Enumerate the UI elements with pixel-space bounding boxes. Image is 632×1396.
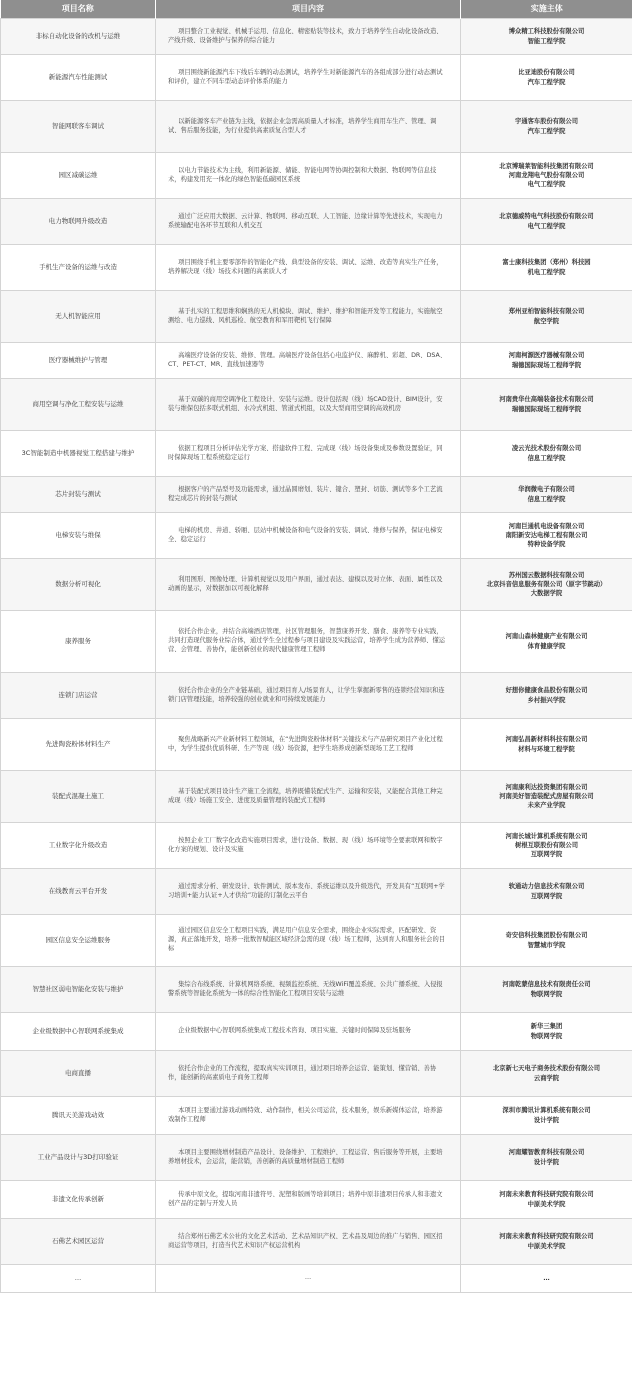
project-name-cell: 园区信息安全运维服务 <box>1 915 156 967</box>
table-row <box>1 869 632 915</box>
project-name-cell: 在线教育云平台开发 <box>1 869 156 915</box>
project-content-cell: 以电力节能技术为主线，利用新能源、储能、智能电网等协调控制和大数据、物联网等信息技术，构建发用充一体化的绿色智能低碳园区系统 <box>156 153 461 199</box>
implementer-line: 河南龙翔电气股份有限公司 <box>508 171 585 179</box>
implementer-line: 汽车工程学院 <box>527 78 566 86</box>
implementer-line: 航空学院 <box>533 317 560 325</box>
project-name-cell: 数据分析可视化 <box>1 559 156 611</box>
implementer-line: 瑞德国际现场工程师学院 <box>511 361 582 369</box>
table-row <box>1 823 632 869</box>
project-content-cell: 项目围绕手机主要零部件的智能化产线、典型设备的安装、调试、运维、改造等真实生产任务，培养解决现（线）场技术问题的高素质人才 <box>156 245 461 291</box>
project-content-cell: 依托合作企业，并结合高端酒店管理，社区管理服务，智慧康养开发、膳食、康养等专业实践，共同打造现代服务业综合体，通过学生全过程参与项目建设及实践运营，培养学生成为营养师、懂运营、会管理、善协作，能创新创业的现代健康管理工程师 <box>156 611 461 673</box>
implementer-line: 河南巨通机电设备有限公司 <box>508 522 585 530</box>
implementer-line: 河南未来教育科技研究院有限公司 <box>499 1233 594 1241</box>
implementer-line: 河南美好智造装配式房屋有限公司 <box>499 792 594 800</box>
project-name-cell: 3C智能制造中机器视觉工程搭建与维护 <box>1 431 156 477</box>
implementer-line: … <box>543 1274 550 1282</box>
implementer-line: 大数据学院 <box>530 590 563 598</box>
project-name-cell: 先进陶瓷粉体材料生产 <box>1 719 156 771</box>
project-content-cell: 集综合布线系统、计算机网络系统、视频监控系统、无线WiFi覆盖系统、公共广播系统、入侵报警系统等智能化系统为一体的综合性智能化工程项目安装与运维 <box>156 967 461 1013</box>
table-row <box>1 153 632 199</box>
table-row <box>1 1051 632 1097</box>
project-name-cell: 工业数字化升级改造 <box>1 823 156 869</box>
implementer-cell <box>461 559 632 611</box>
table-row <box>1 559 632 611</box>
implementer-cell <box>461 153 632 199</box>
implementer-line: 互联网学院 <box>530 892 563 900</box>
implementer-line: 奇安信科技集团股份有限公司 <box>505 932 588 940</box>
implementer-line: 凌云光技术股份有限公司 <box>511 445 582 453</box>
table-row <box>1 771 632 823</box>
implementer-line: 深圳市腾讯计算机系统有限公司 <box>502 1107 591 1115</box>
project-name-cell: 装配式混凝土施工 <box>1 771 156 823</box>
project-name-cell: 芯片封装与测试 <box>1 477 156 513</box>
project-name-cell: 石佛艺术园区运营 <box>1 1219 156 1265</box>
table-row <box>1 1013 632 1051</box>
project-name-cell: 园区减碳运维 <box>1 153 156 199</box>
implementer-line: 河南未来教育科技研究院有限公司 <box>499 1191 594 1199</box>
table-row <box>1 431 632 477</box>
table-row <box>1 291 632 343</box>
table-row <box>1 55 632 101</box>
implementer-line: 河南山森林健康产业有限公司 <box>505 633 588 641</box>
implementer-line: 中原美术学院 <box>527 1242 566 1250</box>
project-name-cell: 康养服务 <box>1 611 156 673</box>
project-name-cell: 医疗器械维护与管理 <box>1 343 156 379</box>
project-name-cell: 电梯安装与维保 <box>1 513 156 559</box>
project-content-cell: 本项目主要围绕增材制造产品设计、设备维护、工程维护、工程运营、售后服务等开展，主要培养增材技术，会运营，能营销，善创新的高质量增材制造工程师 <box>156 1135 461 1181</box>
implementer-line: 电气工程学院 <box>527 181 566 189</box>
table-row <box>1 1135 632 1181</box>
project-name-cell: 新能源汽车性能测试 <box>1 55 156 101</box>
implementer-cell <box>461 823 632 869</box>
project-content-cell: 通过园区信息安全工程项目实践，满足用户信息安全需求，围绕企业实际需求，匹配研发、资源，真正落地开发，培养一批数智赋能区域经济急需的现（线）场工程师，达到育人和服务社会的目标 <box>156 915 461 967</box>
implementer-cell <box>461 513 632 559</box>
table-row <box>1 611 632 673</box>
project-content-cell: 利用图形、图像处理、计算机视觉以及用户界面，通过表达、建模以及对立体、表面、属性以及动画的显示，对数据加以可视化解释 <box>156 559 461 611</box>
project-name-cell: 电力物联网升级改造 <box>1 199 156 245</box>
project-name-cell: 非遗文化传承创新 <box>1 1181 156 1219</box>
implementer-line: 信息工程学院 <box>527 495 566 503</box>
implementer-line: 软通动力信息技术有限公司 <box>508 883 585 891</box>
implementer-cell <box>461 1265 632 1293</box>
table-row <box>1 343 632 379</box>
table-row <box>1 967 632 1013</box>
project-content-cell: 依据工程项目分析评估光学方案、搭建软件工程、完成现（线）场设备集成及参数设置验证，同时保障现场工程系统稳定运行 <box>156 431 461 477</box>
implementer-line: 河南柯源医疗器械有限公司 <box>508 352 585 360</box>
table-row <box>1 1097 632 1135</box>
implementer-cell <box>461 245 632 291</box>
implementer-line: 华润微电子有限公司 <box>518 486 575 494</box>
project-name-cell: 智慧社区弱电智能化安装与维护 <box>1 967 156 1013</box>
implementer-cell <box>461 1219 632 1265</box>
implementer-line: 河南贵华仕高端装备技术有限公司 <box>499 396 594 404</box>
implementer-line: 南阳新安达电梯工程有限公司 <box>505 531 588 539</box>
table-row <box>1 1219 632 1265</box>
project-content-cell: 本项目主要通过游戏动画特效、动作制作，相关公司运营，技术服务，娱乐新媒体运营，培养游戏制作工程师 <box>156 1097 461 1135</box>
implementer-cell <box>461 611 632 673</box>
project-name-cell: … <box>1 1265 156 1293</box>
project-content-cell: 高端医疗设备的安装、维修、管理。高端医疗设备包括心电监护仪、麻醉机、彩超、DR、DSA、CT、PET-CT、MR、直线加速器等 <box>156 343 461 379</box>
implementer-line: 河南乾蒙信息技术有限责任公司 <box>502 981 591 989</box>
implementer-cell <box>461 1181 632 1219</box>
implementer-cell <box>461 55 632 101</box>
implementer-line: 北京德威特电气科技股份有限公司 <box>499 213 594 221</box>
implementer-line: 设计学院 <box>533 1116 560 1124</box>
table-row <box>1 513 632 559</box>
implementer-cell <box>461 477 632 513</box>
implementer-cell <box>461 19 632 55</box>
project-content-cell: 按照企业工厂数字化改造实施项目需求，进行设备、数据、现（线）场环境等全要素联网和数字化方案的规划、设计及实施 <box>156 823 461 869</box>
project-content-cell: 根据客户的产品型号及功能需求，通过晶圆磨划、装片、键合、塑封、切筋、测试等多个工艺流程完成芯片的封装与测试 <box>156 477 461 513</box>
implementer-line: 云商学院 <box>533 1074 560 1082</box>
project-content-cell: 通过需求分析、研发设计、软件测试、版本发布、系统运维以及升级迭代，开发具有“互联网+学习培训+能力认证+人才供给”功能的订制化云平台 <box>156 869 461 915</box>
implementer-line: 物联网学院 <box>530 990 563 998</box>
table-row <box>1 101 632 153</box>
implementer-line: 乡村振兴学院 <box>527 696 566 704</box>
project-content-cell: 以新能源客车产业链为主线，依据企业急需高质量人才标准，培养学生商用车生产、管理、调试、售后服务技能，为行业提供高素质复合型人才 <box>156 101 461 153</box>
project-content-cell: 结合郑州石佛艺术公社的文化艺术活动、艺术品知识产权、艺术品及周边的推广与销售、园区招商运营等项目，打造当代艺术知识产权运营机构 <box>156 1219 461 1265</box>
implementer-line: 体育健康学院 <box>527 642 566 650</box>
implementer-cell <box>461 915 632 967</box>
implementer-line: 特种设备学院 <box>527 541 566 549</box>
table-row <box>1 1181 632 1219</box>
implementer-line: 苏州国云数据科技有限公司 <box>508 571 585 579</box>
project-name-cell: 商用空调与净化工程安装与运维 <box>1 379 156 431</box>
implementer-line: 河南耀智教育科技有限公司 <box>508 1149 585 1157</box>
implementer-cell <box>461 673 632 719</box>
implementer-line: 互联网学院 <box>530 851 563 859</box>
implementer-cell <box>461 1013 632 1051</box>
project-content-cell: 基于双碳的商用空调净化工程设计、安装与运维。设计包括现（线）场CAD设计、BIM设计，安装与维保包括多联式机组、水冷式机组、管道式机组，以及大型商用空调的高效机房 <box>156 379 461 431</box>
table-row <box>1 915 632 967</box>
implementer-line: 北京新七天电子商务技术股份有限公司 <box>492 1065 601 1073</box>
header-project-content: 项目内容 <box>156 0 461 19</box>
project-content-cell: 聚焦战略新兴产业新材料工程领域，在“先进陶瓷粉体材料”关键技术与产品研究项目产业化过程中，为学生提供优质科研、生产等现（线）场资源，把学生培养成创新型现场工艺工程师 <box>156 719 461 771</box>
project-name-cell: 智能网联客车调试 <box>1 101 156 153</box>
project-content-cell: 依托合作企业的工作流程，提取真实实训项目，通过项目培养会运营、能策划、懂营销、善协作，能创新的高素质电子商务工程师 <box>156 1051 461 1097</box>
implementer-cell <box>461 967 632 1013</box>
implementer-line: 北京抖音信息服务有限公司（原字节跳动） <box>486 580 607 588</box>
table-row <box>1 477 632 513</box>
project-content-cell: 电梯的机房、井道、轿厢、层站中机械设备和电气设备的安装、调试、维修与保养，保证电梯安全、稳定运行 <box>156 513 461 559</box>
implementer-cell <box>461 1051 632 1097</box>
project-name-cell: 电商直播 <box>1 1051 156 1097</box>
implementer-line: 河南弘昌新材料科技有限公司 <box>505 736 588 744</box>
implementer-cell <box>461 343 632 379</box>
project-name-cell: 工业产品设计与3D打印验证 <box>1 1135 156 1181</box>
project-name-cell: 腾讯天美游戏动效 <box>1 1097 156 1135</box>
project-content-cell: 企业级数据中心智联网系统集成工程技术咨询、项目实施、关键时间保障及驻场服务 <box>156 1013 461 1051</box>
table-header-row <box>1 0 632 19</box>
implementer-cell <box>461 1097 632 1135</box>
implementer-cell <box>461 771 632 823</box>
implementer-cell <box>461 199 632 245</box>
table-body <box>1 19 632 1293</box>
implementer-line: 机电工程学院 <box>527 268 566 276</box>
implementer-line: 宇通客车股份有限公司 <box>515 118 578 126</box>
implementer-line: 河南康利达投资集团有限公司 <box>505 783 588 791</box>
table-row <box>1 245 632 291</box>
table-row <box>1 1265 632 1293</box>
project-content-cell: 基于扎实的工程思维和娴熟的无人机模块、调试、维护、维护和智能开发等工程能力，实施航空测绘、电力巡线、风机巡检、航空教育和军用靶机飞行保障 <box>156 291 461 343</box>
table-row <box>1 673 632 719</box>
implementer-line: 郑州亚柏智能科技有限公司 <box>508 308 585 316</box>
table-row <box>1 379 632 431</box>
project-name-cell: 企业级数据中心智联网系统集成 <box>1 1013 156 1051</box>
project-content-cell: … <box>156 1265 461 1293</box>
implementer-cell <box>461 379 632 431</box>
implementer-cell <box>461 1135 632 1181</box>
implementer-line: 智慧城市学院 <box>527 941 566 949</box>
implementer-line: 树根互联股份有限公司 <box>515 841 578 849</box>
implementer-cell <box>461 869 632 915</box>
implementer-line: 未来产业学院 <box>527 802 566 810</box>
implementer-line: 设计学院 <box>533 1158 560 1166</box>
implementer-line: 材料与环境工程学院 <box>518 745 575 753</box>
implementer-cell <box>461 291 632 343</box>
project-content-cell: 基于装配式项目设计生产施工全流程，培养既懂装配式生产、运输和安装，又能配合其他工种完成现（线）场施工安全、进度及质量管理的装配式工程师 <box>156 771 461 823</box>
table-row <box>1 19 632 55</box>
implementer-line: 河南长城计算机系统有限公司 <box>505 832 588 840</box>
project-content-cell: 依托合作企业的全产业链基础，通过项目育人/场景育人，让学生掌握新零售的连锁经营知识和连锁门店管理技能，培养较强的创业就业和可持续发展能力 <box>156 673 461 719</box>
implementer-cell <box>461 101 632 153</box>
project-name-cell: 非标自动化设备的改机与运维 <box>1 19 156 55</box>
implementer-line: 新华三集团 <box>530 1023 563 1031</box>
implementer-line: 比亚迪股份有限公司 <box>518 69 575 77</box>
project-name-cell: 连锁门店运营 <box>1 673 156 719</box>
implementer-line: 富士康科技集团（郑州）科技园 <box>502 259 591 267</box>
implementer-line: 博众精工科技股份有限公司 <box>508 28 585 36</box>
implementer-line: 北京博瑞莱智能科技集团有限公司 <box>499 162 594 170</box>
implementer-cell <box>461 431 632 477</box>
header-project-name: 项目名称 <box>1 0 156 19</box>
project-name-cell: 手机生产设备的运维与改造 <box>1 245 156 291</box>
table-row <box>1 199 632 245</box>
implementer-line: 智能工程学院 <box>527 37 566 45</box>
project-content-cell: 项目整合工业视觉、机械手运用、信息化、精密贴装等技术，致力于培养学生自动化设备改造、产线升级、设备维护与保养的综合能力 <box>156 19 461 55</box>
project-name-cell: 无人机智能应用 <box>1 291 156 343</box>
table-row <box>1 719 632 771</box>
implementer-line: 物联网学院 <box>530 1032 563 1040</box>
project-content-cell: 项目围绕新能源汽车下线后车辆的动态测试，培养学生对新能源汽车的各组成部分进行动态测试和评价，建立不同车型动态评价体系的能力 <box>156 55 461 101</box>
implementer-line: 好想你健康食品股份有限公司 <box>505 687 588 695</box>
project-content-cell: 传承中原文化，提取河南非遗符号、泥塑和版画等培训项目；培养中原非遗项目传承人和非遗文创产品的定制与开发人员 <box>156 1181 461 1219</box>
project-content-cell: 通过广泛应用大数据、云计算、物联网、移动互联、人工智能、边缘计算等先进技术，实现电力系统输配电各环节互联和人机交互 <box>156 199 461 245</box>
implementer-line: 汽车工程学院 <box>527 127 566 135</box>
header-implementer: 实施主体 <box>461 0 632 19</box>
implementer-line: 瑞德国际现场工程师学院 <box>511 405 582 413</box>
implementer-line: 信息工程学院 <box>527 454 566 462</box>
implementer-line: 中原美术学院 <box>527 1200 566 1208</box>
implementer-cell <box>461 719 632 771</box>
implementer-line: 电气工程学院 <box>527 222 566 230</box>
